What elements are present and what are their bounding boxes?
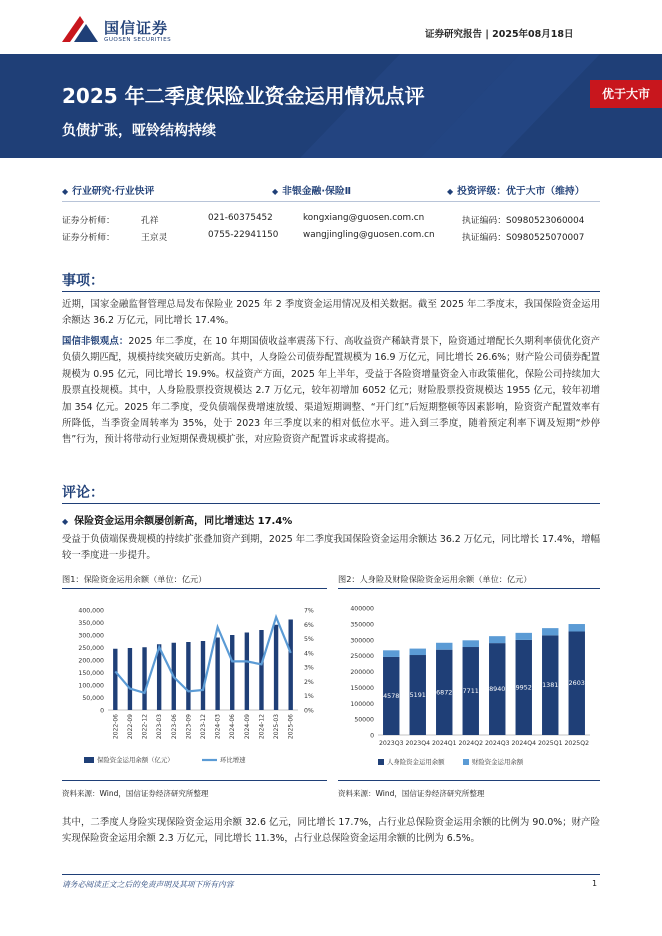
bar-property-label: 2109 xyxy=(462,633,479,641)
y2-tick-label: 3% xyxy=(304,664,314,672)
bar-property-label: 2277 xyxy=(542,621,559,629)
analyst-email[interactable]: wangjingling@guosen.com.cn xyxy=(303,230,435,240)
legend-b-label: 财险资金运用余额 xyxy=(472,758,524,766)
x-tick-label: 2025Q1 xyxy=(537,740,563,747)
analyst-name: 孔祥 xyxy=(141,216,159,226)
divider xyxy=(62,201,600,202)
y-tick-label: 150000 xyxy=(350,684,374,692)
x-tick-label: 2023Q4 xyxy=(405,740,431,747)
y-tick-label: 300,000 xyxy=(78,632,104,640)
legend-bar-swatch xyxy=(84,757,94,763)
bar xyxy=(274,625,278,710)
view-paragraph xyxy=(62,334,600,449)
figure-1-source: 资料来源：Wind，国信证券经济研究所整理 xyxy=(62,789,209,798)
x-tick-label: 2024Q1 xyxy=(431,740,457,747)
bar xyxy=(201,641,205,710)
bar-property xyxy=(569,624,585,631)
meta-category-text: 行业研究·行业快评 xyxy=(72,186,155,197)
y-tick-label: 200,000 xyxy=(78,657,104,665)
bar xyxy=(289,620,293,711)
bar xyxy=(215,638,219,711)
bar-property-label: 2346 xyxy=(568,617,585,625)
x-tick-label: 2023-12 xyxy=(200,714,207,740)
x-tick-label: 2022-06 xyxy=(112,714,120,740)
y-tick-label: 150,000 xyxy=(78,670,104,677)
x-tick-label: 2025Q2 xyxy=(564,740,590,747)
chart-2 xyxy=(338,590,600,775)
bar-property-label: 2189 xyxy=(489,629,506,637)
meta-rating-text: 投资评级：优于大市（维持） xyxy=(457,186,585,197)
y2-tick-label: 0% xyxy=(304,707,314,715)
y2-tick-label: 2% xyxy=(304,678,314,686)
bar xyxy=(142,647,146,710)
bar-property xyxy=(489,636,505,643)
bar-life-label: 7711 xyxy=(462,687,479,696)
y-tick-label: 350000 xyxy=(350,621,374,629)
meta-sector xyxy=(272,183,351,197)
y2-tick-label: 4% xyxy=(304,650,314,658)
legend-bar-label: 保险资金运用余额（亿元） xyxy=(97,756,174,764)
bar-property-label: 2220 xyxy=(515,626,532,634)
bar xyxy=(186,642,190,710)
footer-divider xyxy=(62,874,600,875)
figure-2-source: 资料来源：Wind，国信证券经济研究所整理 xyxy=(338,789,485,798)
view-text: 2025 年二季度，在 10 年期国债收益率震荡下行、高收益资产稀缺背景下，险资通过增配长久期利率债优化资产负债久期匹配，规模持续突破历史新高。其中，人身险公司债券配置规模为 16.9 万亿元，同比增长 26.6%；财产险公司债券配置规模为 0.95 亿元，同比增长 19.9%。权益资产方面，2025 年上半年，受益于各险资增量资金入市政策催化，保险公司持续加大股票直投规模。其中，人身险股票投资规模达 2.7 万亿元，较年初增加 6052 亿元；财险股票投资规模达 1955 亿元，较年初增加 354 亿元。2025 年二季度，受负债端保费增速放缓、渠道短期调整、“开门红”后短期整顿等因素影响，险资资产配置效率有所降低，当季资金周转率为 35%，处于 2023 年三季度以来的相对低位水平。进入到三季度，随着预定利率下调及短期“炒停售”行为，预计将带动行业短期保费规模扩张，对应险资资产配置诉求或将提高。 xyxy=(62,336,600,446)
x-tick-label: 2024Q2 xyxy=(458,740,484,747)
x-tick-label: 2024-12 xyxy=(258,714,266,740)
x-tick-label: 2024Q4 xyxy=(511,740,537,747)
figure-divider xyxy=(62,588,327,589)
y-tick-label: 350,000 xyxy=(78,620,104,627)
y-tick-label: 250000 xyxy=(350,653,374,661)
analyst-email[interactable]: kongxiang@guosen.com.cn xyxy=(303,213,425,223)
section-heading-comment: 评论： xyxy=(62,485,104,501)
analyst-cert: 执证编码：S0980523060004 xyxy=(462,216,585,226)
y2-tick-label: 7% xyxy=(304,607,314,615)
footer-disclaimer: 请务必阅读正文之后的免责声明及其项下所有内容 xyxy=(62,880,234,889)
legend-line-label: 环比增速 xyxy=(220,756,246,764)
bar-life-label: 9952 xyxy=(515,683,532,692)
report-subtitle: 负债扩张，哑铃结构持续 xyxy=(62,123,216,139)
x-tick-label: 2025-06 xyxy=(287,714,295,740)
meta-rating xyxy=(447,183,585,197)
y-tick-label: 200000 xyxy=(350,669,374,676)
diamond-icon: ◆ xyxy=(62,517,69,526)
header-separator: | xyxy=(485,29,493,40)
bar-life-label: 5191 xyxy=(409,691,426,700)
bar-property xyxy=(383,650,399,657)
figure-divider xyxy=(338,588,600,589)
bar-property xyxy=(463,640,479,647)
figure-divider xyxy=(338,780,600,781)
figure-1-title: 图1：保险资金运用余额（单位：亿元） xyxy=(62,574,207,584)
bar-property xyxy=(436,643,452,650)
view-label: 国信非银观点： xyxy=(62,336,129,347)
y-tick-label: 50000 xyxy=(354,716,374,724)
section-divider xyxy=(62,291,600,292)
x-tick-label: 2024-06 xyxy=(229,714,237,740)
bar-property xyxy=(410,649,426,655)
legend-a-label: 人身险资金运用余额 xyxy=(387,758,445,766)
chart-1 xyxy=(62,590,327,775)
x-tick-label: 2022-12 xyxy=(141,714,149,740)
y-tick-label: 50,000 xyxy=(82,695,104,702)
bar-property xyxy=(516,633,532,640)
section-divider xyxy=(62,503,600,504)
comment-bullet-text: 保险资金运用余额屡创新高，同比增速达 17.4% xyxy=(74,516,293,527)
bar-property-label: 2176 xyxy=(436,636,453,644)
bar-life-label: 8940 xyxy=(489,685,506,694)
events-paragraph: 近期，国家金融监督管理总局发布保险业 2025 年 2 季度资金运用情况及相关数据。截至 2025 年二季度末，我国保险资金运用余额达 36.2 万亿元，同比增长 17.4%。 xyxy=(62,299,600,327)
bar xyxy=(113,649,117,710)
bar xyxy=(128,648,132,710)
y-tick-label: 100000 xyxy=(350,700,374,708)
report-date: 2025年08月18日 xyxy=(492,29,574,40)
report-type-label: 证券研究报告 xyxy=(425,29,483,40)
comment-bullet xyxy=(62,512,292,527)
comment-paragraph: 受益于负债端保费规模的持续扩张叠加资产到期，2025 年二季度我国保险资金运用余额达 36.2 万亿元，同比增长 17.4%，增幅较一季度进一步提升。 xyxy=(62,534,600,562)
bar-life-label: 2603 xyxy=(568,679,585,688)
report-type xyxy=(425,26,574,40)
bar-property-label: 2095 xyxy=(383,643,400,651)
analyst-cert: 执证编码：S0980525070007 xyxy=(462,233,585,243)
report-title: 2025 年二季度保险业资金运用情况点评 xyxy=(62,84,425,108)
closing-paragraph: 其中，二季度人身险实现保险资金运用余额 32.6 亿元，同比增长 17.7%，占行业总保险资金运用余额的比例为 90.0%；财产险实现保险资金运用余额 2.3 万亿元，同比增长 11.3%，占行业总保险资金运用余额的比例为 6.5%。 xyxy=(62,817,600,845)
logo-subtext: GUOSEN SECURITIES xyxy=(104,37,172,43)
bar-life-label: 4578 xyxy=(383,691,400,700)
logo-mark-icon xyxy=(60,14,100,44)
bar xyxy=(245,633,249,711)
y-tick-label: 300000 xyxy=(350,637,374,645)
x-tick-label: 2025-03 xyxy=(273,714,281,740)
meta-sector-text: 非银金融·保险Ⅱ xyxy=(282,186,352,197)
bar-property xyxy=(542,628,558,635)
analyst-phone: 021-60375452 xyxy=(208,213,273,223)
x-tick-label: 2023Q3 xyxy=(378,740,404,747)
analyst-role: 证券分析师： xyxy=(62,233,115,243)
diamond-icon: ◆ xyxy=(62,187,69,196)
legend-a-swatch xyxy=(378,759,384,765)
meta-category xyxy=(62,183,154,197)
x-tick-label: 2024Q3 xyxy=(484,740,510,747)
bar-life-label: 6872 xyxy=(436,688,453,697)
bar xyxy=(230,635,234,710)
bar xyxy=(259,630,263,710)
section-heading-events: 事项： xyxy=(62,273,104,289)
x-tick-label: 2023-06 xyxy=(170,714,178,740)
x-tick-label: 2023-03 xyxy=(156,714,164,740)
x-tick-label: 2023-09 xyxy=(185,714,193,740)
x-tick-label: 2022-09 xyxy=(126,714,134,740)
y-tick-label: 0 xyxy=(370,732,374,740)
figure-divider xyxy=(62,780,327,781)
y2-tick-label: 1% xyxy=(304,693,314,701)
y-tick-label: 0 xyxy=(100,707,104,715)
y-tick-label: 400000 xyxy=(350,605,374,613)
x-tick-label: 2024-09 xyxy=(243,714,251,740)
legend-b-swatch xyxy=(463,759,469,765)
page-number: 1 xyxy=(592,879,598,888)
y-tick-label: 100,000 xyxy=(78,682,104,690)
bar-property-label: 2026 xyxy=(409,642,426,650)
logo-text: 国信证券 xyxy=(104,19,169,37)
analyst-phone: 0755-22941150 xyxy=(208,230,279,240)
bar-life-label: 1381 xyxy=(542,681,559,690)
figure-2-title: 图2：人身险及财险保险资金运用余额（单位：亿元） xyxy=(338,574,532,584)
y-tick-label: 250,000 xyxy=(78,645,104,652)
y2-tick-label: 6% xyxy=(304,621,314,629)
analyst-name: 王京灵 xyxy=(141,233,168,243)
y2-tick-label: 5% xyxy=(304,636,314,644)
y-tick-label: 400,000 xyxy=(78,607,104,615)
rating-badge: 优于大市 xyxy=(590,80,662,108)
x-tick-label: 2024-03 xyxy=(214,714,222,740)
diamond-icon: ◆ xyxy=(447,187,454,196)
diamond-icon: ◆ xyxy=(272,187,279,196)
analyst-role: 证券分析师： xyxy=(62,216,115,226)
